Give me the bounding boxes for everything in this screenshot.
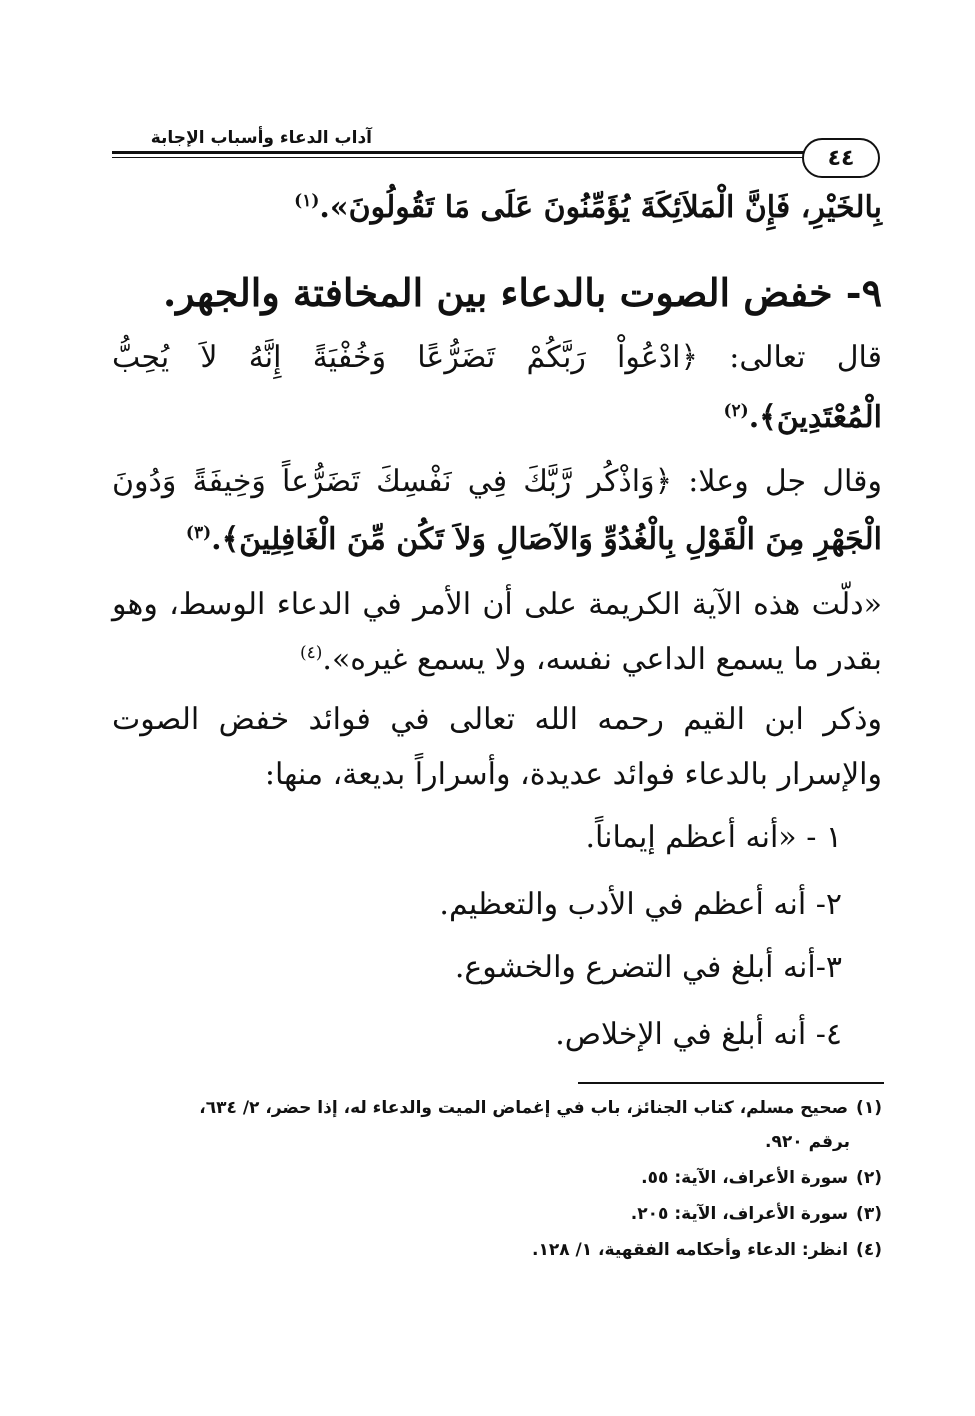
footnote-ref: (٤): [299, 643, 323, 663]
footnote-ref: (٣): [185, 523, 212, 543]
footnote-item: [199, 1098, 882, 1118]
text-line: الْمُعْتَدِينَ﴾.$^{(٢)}$: [723, 400, 882, 435]
list-item: ٣-أنه أبلغ في التضرع والخشوع.: [454, 950, 842, 985]
footnote-item: [631, 1204, 882, 1224]
running-header-title: آداب الدعاء وأسباب الإجابة: [150, 128, 372, 148]
text-line: وقال جل وعلا: ﴿وَاذْكُر رَّبَّكَ فِي نَفْسِكَ تَضَرُّعاً وَخِيفَةً وَدُونَ: [112, 464, 882, 499]
footnote-continuation: برقم ٩٢٠.: [765, 1132, 850, 1152]
list-item: ١ - «أنه أعظم إيماناً.: [585, 820, 842, 855]
footnote-number: (٢): [856, 1168, 882, 1188]
footnote-number: (٣): [856, 1204, 882, 1224]
footnote-number: (٤): [856, 1240, 882, 1260]
text-line: والإسرار بالدعاء فوائد عديدة، وأسراراً بديعة، منها:: [264, 757, 882, 792]
page-number: ٤٤: [827, 145, 855, 171]
text-line: الْجَهْرِ مِنَ الْقَوْلِ بِالْغُدُوِّ وَالآصَالِ وَلاَ تَكُن مِّنَ الْغَافِلِينَ﴾.$^{(٣)}$: [185, 522, 882, 557]
header-rule-thin: [112, 157, 812, 158]
page-number-badge: [802, 138, 880, 178]
section-heading: ٩- خفض الصوت بالدعاء بين المخافتة والجهر.: [162, 270, 882, 315]
footnote-text: صحيح مسلم، كتاب الجنائز، باب في إغماض الميت والدعاء له، إذا حضر، ٢/ ٦٣٤،: [199, 1098, 849, 1118]
header-rule-thick: [112, 151, 812, 154]
text-line: وذكر ابن القيم رحمه الله تعالى في فوائد خفض الصوت: [112, 702, 882, 737]
footnote-item: [532, 1240, 882, 1260]
footnote-ref: (١): [294, 191, 320, 211]
footnote-text: سورة الأعراف، الآية: ٥٥.: [641, 1168, 849, 1188]
footnote-item: [641, 1168, 882, 1188]
footnote-text: سورة الأعراف، الآية: ٢٠٥.: [630, 1204, 849, 1224]
footnote-ref: (٢): [723, 401, 749, 421]
footnote-number: (١): [856, 1098, 882, 1118]
footnote-separator: [578, 1082, 884, 1084]
footnote-text: انظر: الدعاء وأحكامه الفقهية، ١/ ١٢٨.: [532, 1240, 849, 1260]
text-line: بِالخَيْرِ، فَإِنَّ الْمَلاَئِكَةَ يُؤَمِّنُونَ عَلَى مَا تَقُولُونَ».$^{(١)}$: [294, 190, 882, 225]
list-item: ٤- أنه أبلغ في الإخلاص.: [555, 1017, 842, 1052]
text-line: بقدر ما يسمع الداعي نفسه، ولا يسمع غيره».$^{(٤)}$: [299, 642, 882, 677]
list-item: ٢- أنه أعظم في الأدب والتعظيم.: [439, 887, 842, 922]
text-line: «دلّت هذه الآية الكريمة على أن الأمر في الدعاء الوسط، وهو: [112, 587, 882, 622]
text-line: قال تعالى: ﴿ادْعُواْ رَبَّكُمْ تَضَرُّعًا وَخُفْيَةً إِنَّهُ لاَ يُحِبُّ: [112, 340, 882, 375]
